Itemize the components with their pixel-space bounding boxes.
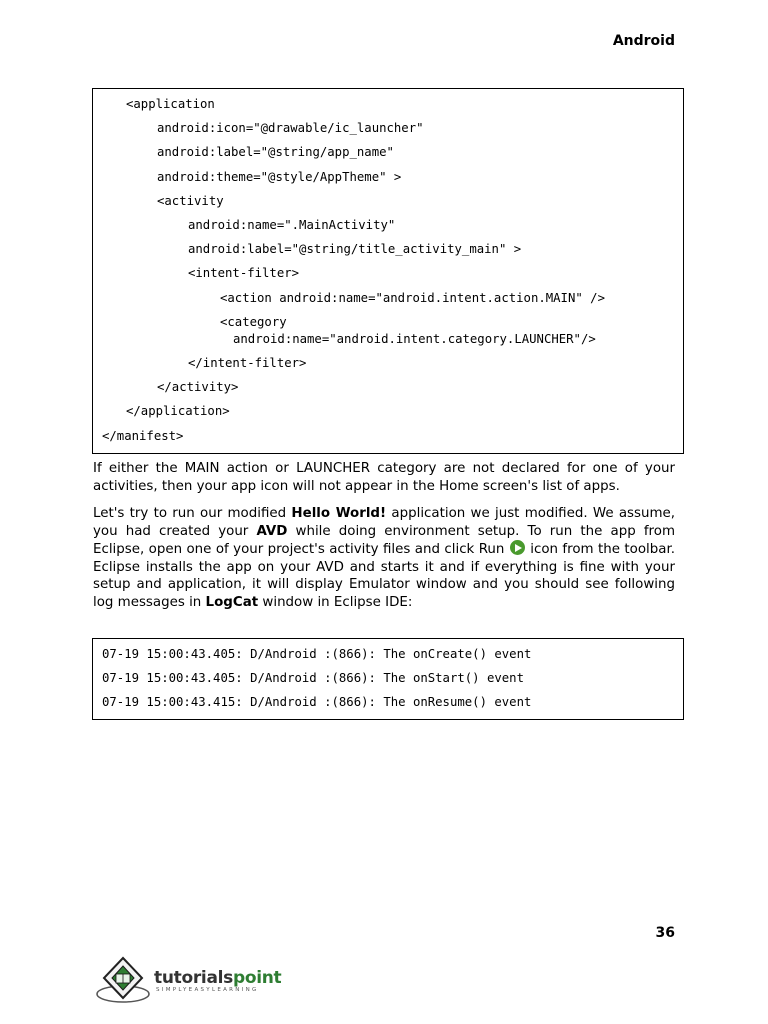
para-text: application we just modified. We assume, you had created your — [93, 506, 676, 539]
para-text: icon from the toolbar. Eclipse installs the app on your AVD and starts it and if everything is fine with your setup and application, it will display Emulator window and you should see following log messages in — [93, 542, 675, 610]
logo-text-tutorials: tutorials — [154, 968, 233, 988]
logcat-bold: LogCat — [205, 594, 259, 610]
page-number: 36 — [655, 925, 675, 941]
avd-bold: AVD — [256, 523, 288, 539]
code-line: android:label="@string/app_name" — [157, 145, 394, 159]
code-line: android:icon="@drawable/ic_launcher" — [157, 121, 424, 135]
run-play-icon — [510, 540, 525, 555]
paragraph-run-instructions — [93, 505, 675, 611]
code-line: <intent-filter> — [188, 266, 300, 280]
hello-world-bold: Hello World! — [291, 506, 387, 521]
logo-text-point: point — [232, 968, 282, 988]
code-line: </activity> — [157, 380, 239, 394]
code-line: android:label="@string/title_activity_main" > — [188, 242, 522, 256]
code-line: <action android:name="android.intent.action.MAIN" /> — [220, 291, 605, 305]
para-text: Let's try to run our modified — [93, 506, 292, 521]
log-line: 07-19 15:00:43.405: D/Android :(866): The onStart() event — [102, 671, 524, 685]
code-line: </manifest> — [102, 429, 184, 443]
code-line: <category — [220, 315, 287, 329]
page-header-title: Android — [612, 33, 675, 49]
code-line: </application> — [126, 404, 230, 418]
logo-wordmark — [154, 968, 281, 988]
paragraph-launcher-note: If either the MAIN action or LAUNCHER category are not declared for one of your activities, then your app icon will not appear in the Home screen's list of apps. — [93, 461, 675, 494]
code-line: <activity — [157, 194, 224, 208]
para-text: while doing environment setup. To run the app from Eclipse, open one of your project's activity files and click Run — [93, 523, 676, 557]
tutorialspoint-logo — [96, 956, 311, 1006]
para-text: window in Eclipse IDE: — [258, 594, 413, 610]
log-line: 07-19 15:00:43.405: D/Android :(866): The onCreate() event — [102, 647, 532, 661]
code-line: </intent-filter> — [188, 356, 307, 370]
logcat-code-block — [92, 638, 684, 720]
code-line: <application — [126, 97, 215, 111]
manifest-code-block — [92, 88, 684, 454]
logo-tagline: SIMPLYEASYLEARNING — [156, 987, 259, 993]
code-line: android:name=".MainActivity" — [188, 218, 396, 232]
log-line: 07-19 15:00:43.415: D/Android :(866): The onResume() event — [102, 695, 532, 709]
logo-emblem-icon — [96, 956, 152, 1006]
code-line: android:theme="@style/AppTheme" > — [157, 170, 402, 184]
code-line: android:name="android.intent.category.LAUNCHER"/> — [233, 332, 596, 346]
